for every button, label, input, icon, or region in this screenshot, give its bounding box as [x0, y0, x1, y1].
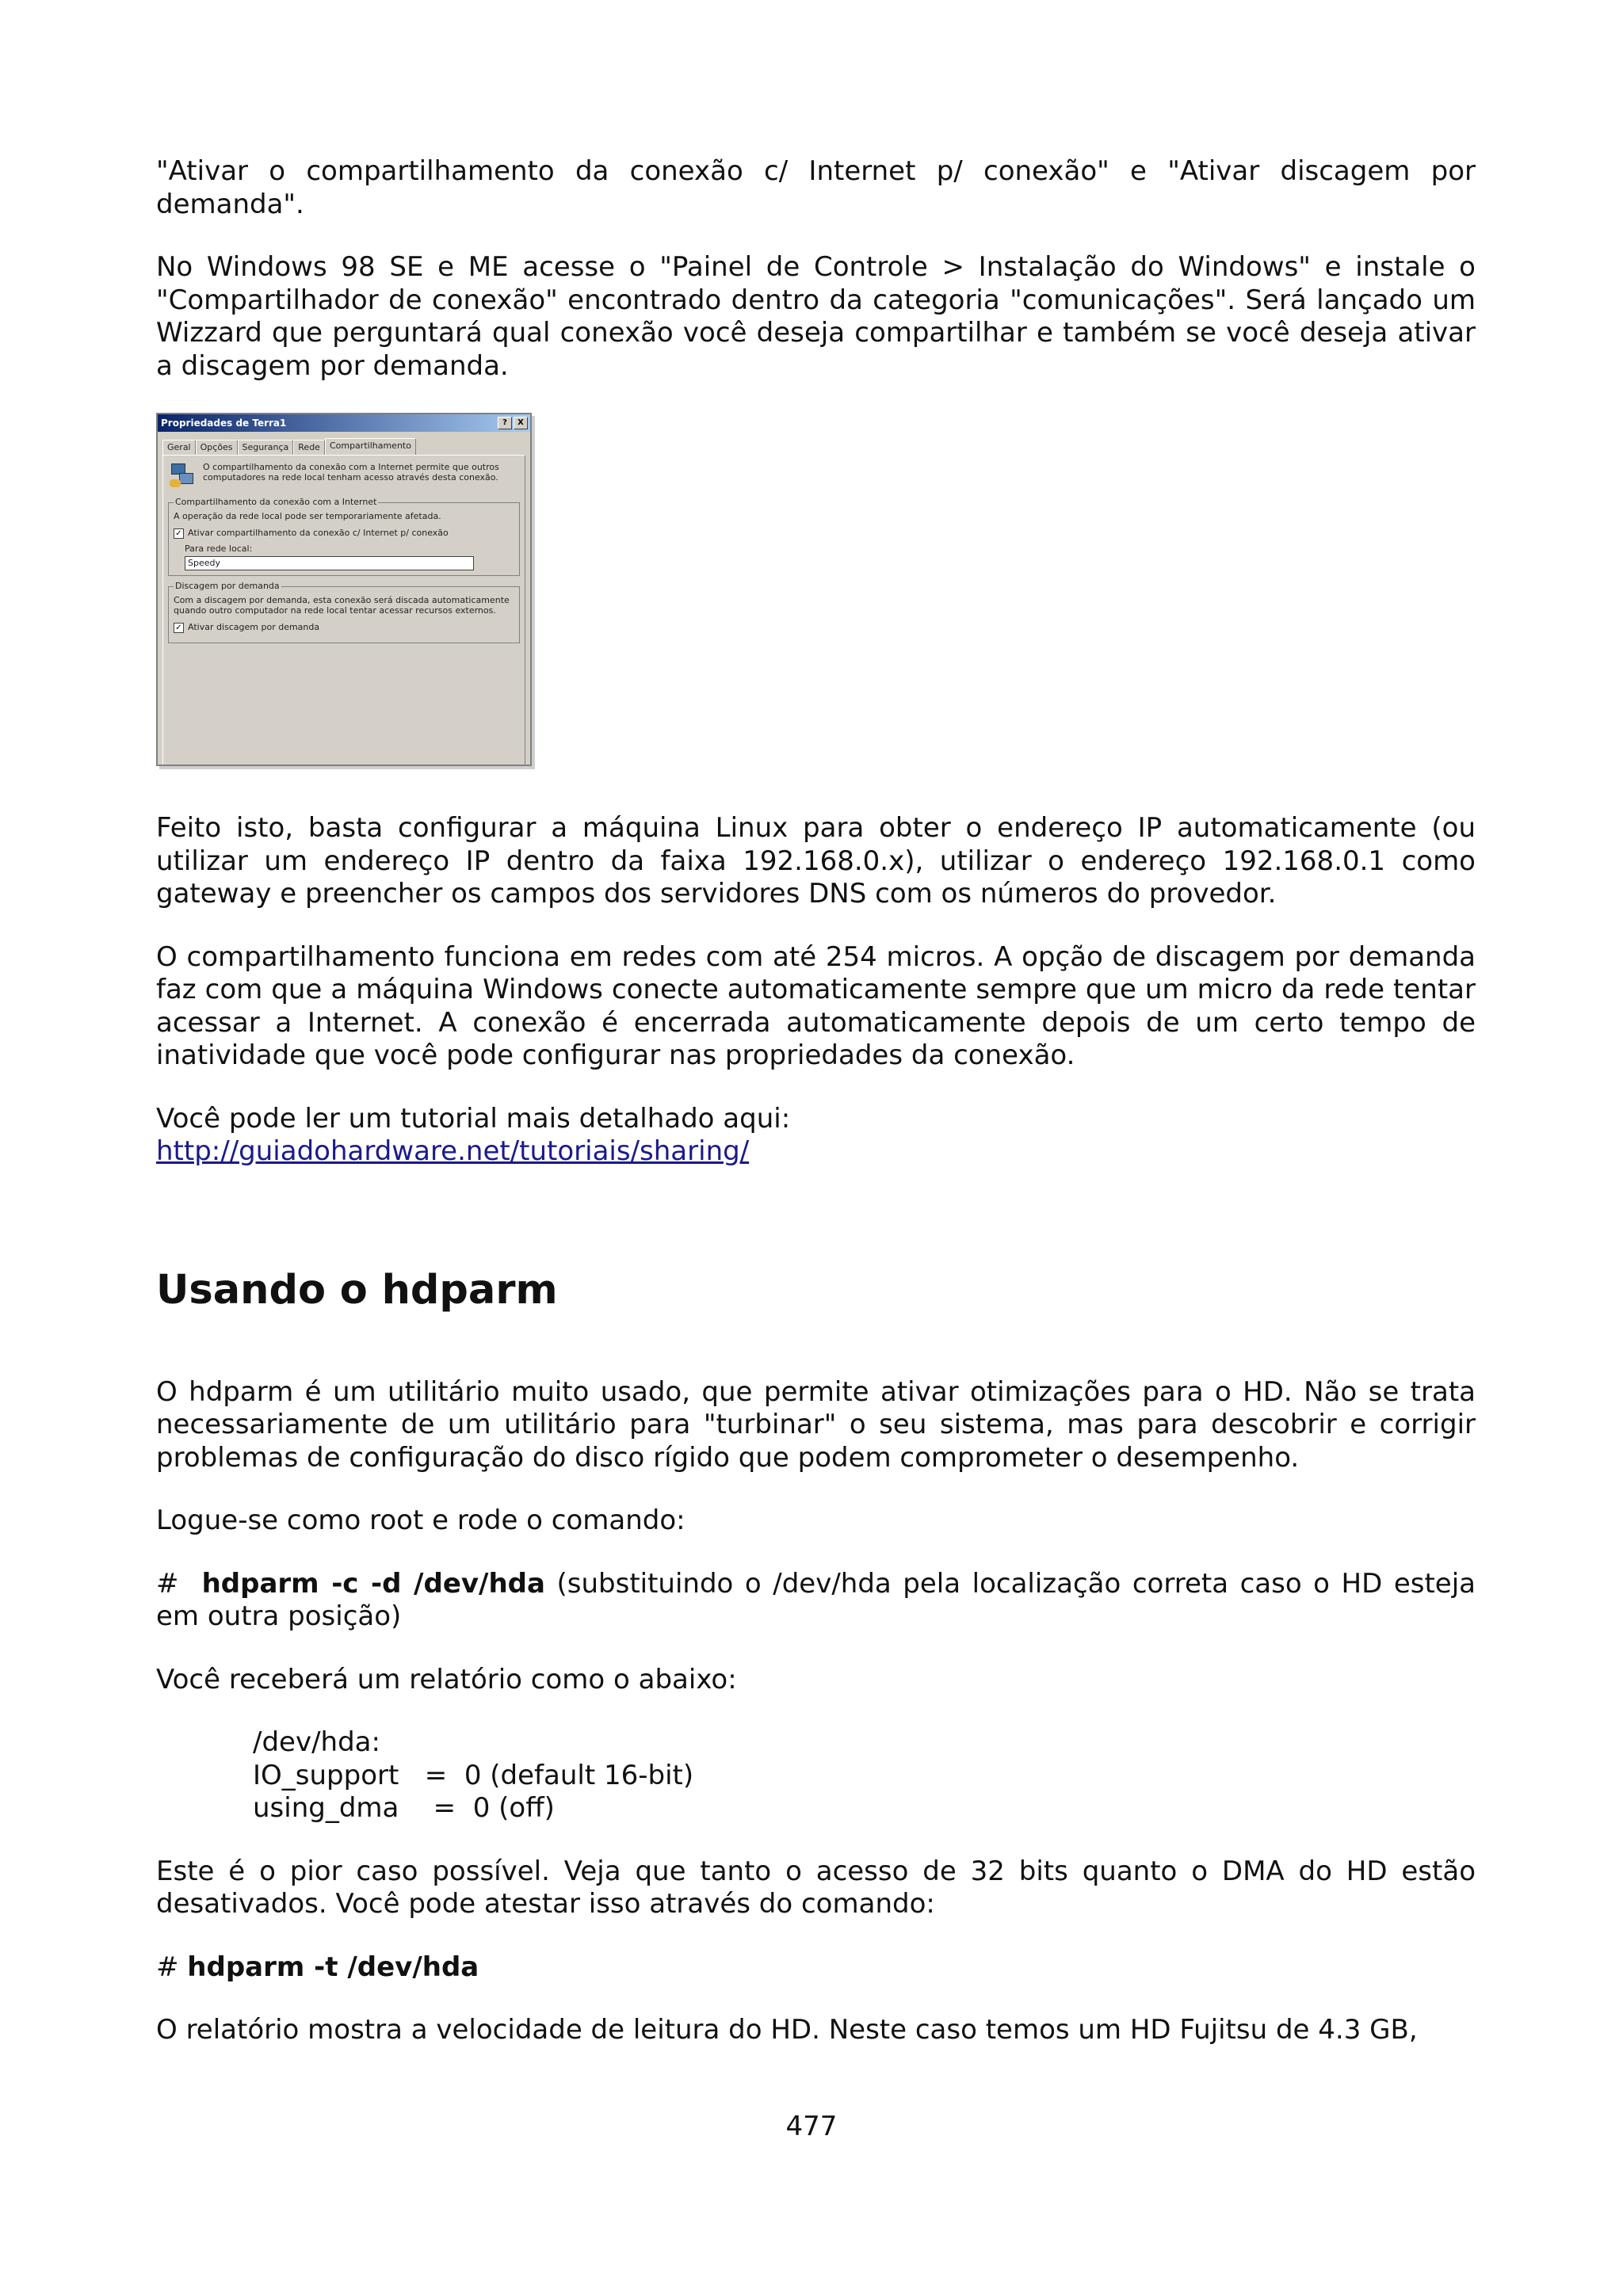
field-label: Para rede local:	[185, 543, 253, 554]
checkbox-label: Ativar compartilhamento da conexão c/ Internet p/ conexão	[188, 528, 449, 538]
page-number: 477	[785, 2111, 838, 2142]
paragraph: Feito isto, basta configurar a máquina Linux para obter o endereço IP automaticamente (ou utilizar um endereço IP dentro da faixa 192.168.0.x), utilizar o endereço 192.168.0.1 como gateway e preencher os campos dos servidores DNS com os números do provedor.	[156, 812, 1476, 910]
paragraph: O relatório mostra a velocidade de leitura do HD. Neste caso temos um HD Fujitsu de 4.3 GB,	[156, 2014, 1418, 2046]
command-paragraph	[156, 1951, 1476, 1985]
tutorial-link[interactable]: http://guiadohardware.net/tutoriais/sharing/	[156, 1135, 750, 1167]
paragraph: O compartilhamento funciona em redes com até 254 micros. A opção de discagem por demanda faz com que a máquina Windows conecte automaticamente sempre que um micro da rede tentar acessar a Internet. A conexão é encerrada automaticamente depois de um certo tempo de inatividade que você pode configurar nas propriedades da conexão.	[156, 940, 1476, 1071]
page-content	[156, 155, 1476, 2077]
help-button[interactable]: ?	[498, 417, 512, 429]
group-text: A operação da rede local pode ser temporariamente afetada.	[174, 511, 441, 521]
tab-panel	[162, 455, 525, 766]
paragraph: Este é o pior caso possível. Veja que tanto o acesso de 32 bits quanto o DMA do HD estão desativados. Você pode atestar isso através do comando:	[156, 1855, 1476, 1920]
command-paragraph	[156, 1568, 1476, 1634]
info-text: O compartilhamento da conexão com a Internet permite que outros computadores na rede local tenham acesso através desta conexão.	[203, 462, 499, 482]
dialog-tabs	[158, 432, 530, 455]
prompt: #	[156, 1567, 202, 1600]
paragraph: "Ativar o compartilhamento da conexão c/ Internet p/ conexão" e "Ativar discagem por demanda".	[156, 155, 1476, 220]
report-line: /dev/hda:	[253, 1726, 380, 1758]
paragraph: O hdparm é um utilitário muito usado, que permite ativar otimizações para o HD. Não se trata necessariamente de um utilitário para "turbinar" o seu sistema, mas para descobrir e corrigir problemas de configuração do disco rígido que podem comprometer o desempenho.	[156, 1375, 1476, 1474]
report-line: using_dma = 0 (off)	[253, 1792, 555, 1824]
dial-on-demand-group	[168, 581, 520, 643]
group-text: Com a discagem por demanda, esta conexão será discada automaticamente quando outro computador na rede local tentar acessar recursos externos.	[174, 595, 510, 616]
tab-opcoes[interactable]: Opções	[196, 440, 238, 455]
command: hdparm -c -d /dev/hda	[201, 1567, 545, 1600]
group-legend: Discagem por demanda	[175, 581, 280, 591]
tab-rede[interactable]: Rede	[293, 440, 325, 455]
report-block	[253, 1726, 1476, 1825]
report-line: IO_support = 0 (default 16-bit)	[253, 1759, 694, 1791]
internet-sharing-group	[168, 497, 520, 576]
command: hdparm -t /dev/hda	[187, 1951, 479, 1983]
paragraph: No Windows 98 SE e ME acesse o "Painel de Controle > Instalação do Windows" e instale o "Compartilhador de conexão" encontrado dentro da categoria "comunicações". Será lançado um Wizzard que perguntará qual conexão você deseja compartilhar e também se você deseja ativar a discagem por demanda.	[156, 251, 1476, 382]
section-heading: Usando o hdparm	[156, 1266, 558, 1314]
close-button[interactable]: X	[514, 417, 528, 429]
paragraph: Você pode ler um tutorial mais detalhado aqui:	[156, 1102, 791, 1135]
tab-geral[interactable]: Geral	[162, 440, 196, 455]
enable-dial-on-demand-checkbox[interactable]: ✓	[174, 623, 184, 633]
paragraph: Logue-se como root e rode o comando:	[156, 1505, 685, 1536]
dialog-title: Propriedades de Terra1	[161, 418, 287, 429]
connection-properties-dialog	[156, 413, 532, 766]
checkbox-label: Ativar discagem por demanda	[188, 622, 320, 632]
prompt: #	[156, 1951, 188, 1983]
tab-compartilhamento[interactable]: Compartilhamento	[325, 438, 416, 455]
command-note: (substituindo o /dev/hda pela localização correta caso o HD esteja em outra posição)	[156, 1567, 1476, 1632]
local-network-field[interactable]: Speedy	[185, 556, 474, 570]
tab-seguranca[interactable]: Segurança	[238, 440, 294, 455]
dialog-titlebar	[158, 414, 530, 432]
group-legend: Compartilhamento da conexão com a Internet	[175, 497, 377, 507]
network-sharing-icon	[170, 462, 197, 489]
enable-sharing-checkbox[interactable]: ✓	[174, 528, 184, 539]
paragraph: Você receberá um relatório como o abaixo:	[156, 1663, 737, 1695]
